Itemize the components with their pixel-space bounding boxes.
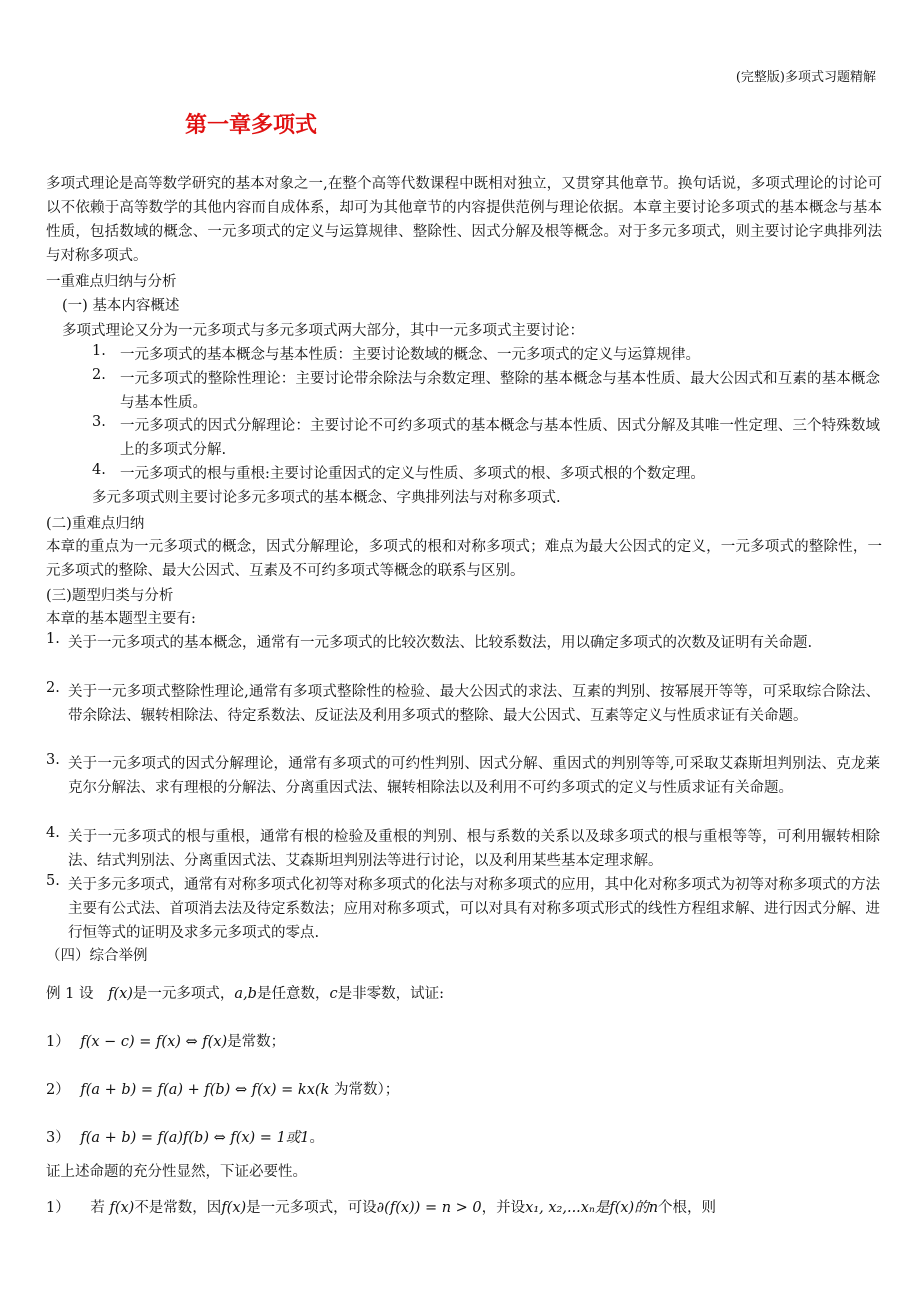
example-statement [46,982,444,1003]
claim-3 [46,1126,324,1147]
type-number: 3. [46,752,60,768]
claim-number: 2） [46,1082,70,1098]
content-item: 一元多项式的因式分解理论：主要讨论不可约多项式的基本概念与基本性质、因式分解及其唯一性定理、三个特殊数域上的多项式分解. [120,418,880,458]
proof-text: 是一元多项式，可设 [246,1200,377,1216]
content-item: 一元多项式的根与重根:主要讨论重因式的定义与性质、多项式的根、多项式根的个数定理。 [120,466,705,482]
type-number: 4. [46,825,60,841]
content-item-number: 2. [92,367,106,383]
page-header: (完整版)多项式习题精解 [735,70,876,85]
proof-math: x₁, x₂,...xₙ是f(x)的n [525,1200,659,1216]
content-item-number: 4. [92,462,106,478]
example-label: 例 1 设 [46,986,94,1002]
subsection-2-text: 本章的重点为一元多项式的概念，因式分解理论，多项式的根和对称多项式；难点为最大公因式的定义，一元多项式的整除性，一元多项式的整除、最大公因式、互素及不可约多项式等概念的联系与区别。 [46,539,882,579]
claim-tail: 是常数； [227,1034,286,1050]
chapter-title: 第一章多项式 [185,113,318,138]
claim-formula: f(a + b) = f(a) + f(b) ⇔ f(x) = kx(k [80,1082,330,1098]
proof-step-1 [46,1196,716,1217]
proof-math: ∂(f(x)) = n > 0 [376,1200,482,1216]
proof-math: f(x) [221,1200,247,1216]
example-ab: a,b [234,986,257,1002]
proof-math: f(x) [109,1200,135,1216]
subsection-1-intro: 多项式理论又分为一元多项式与多元多项式两大部分，其中一元多项式主要讨论： [62,323,584,339]
proof-number: 1） [46,1200,70,1216]
claim-tail: 。 [309,1130,325,1146]
type-item: 关于一元多项式的基本概念，通常有一元多项式的比较次数法、比较系数法，用以确定多项式的次数及证明有关命题. [68,635,813,651]
content-item-number: 3. [92,414,106,430]
claim-formula: f(a + b) = f(a)f(b) ⇔ f(x) = 1或1 [80,1130,310,1146]
claim-2 [46,1078,399,1099]
subsection-heading-4: （四）综合举例 [46,948,148,964]
proof-text: ，并设 [481,1200,526,1216]
subsection-heading-2: (二)重难点归纳 [46,516,145,532]
type-number: 5. [46,873,60,889]
claim-number: 3） [46,1130,70,1146]
example-c: c [329,986,338,1002]
example-text: 是非零数，试证: [337,986,444,1002]
claim-1 [46,1030,285,1051]
type-item: 关于一元多项式整除性理论,通常有多项式整除性的检验、最大公因式的求法、互素的判别、按幂展开等等，可采取综合除法、带余除法、辗转相除法、待定系数法、反证法及利用多项式的整除、最大公因式、互素等定义与性质求证有关命题。 [68,684,880,724]
proof-text: 不是常数，因 [134,1200,222,1216]
content-item: 一元多项式的整除性理论：主要讨论带余除法与余数定理、整除的基本概念与基本性质、最大公因式和互素的基本概念与基本性质。 [120,371,880,411]
subsection-heading-3: (三)题型归类与分析 [46,588,174,604]
proof-text: 个根，则 [658,1200,717,1216]
type-item: 关于多元多项式，通常有对称多项式化初等对称多项式的化法与对称多项式的应用，其中化对称多项式为初等对称多项式的方法主要有公式法、首项消去法及待定系数法；应用对称多项式，可以对具有对称多项式形式的线性方程组求解、进行因式分解、进行恒等式的证明及求多元多项式的零点. [68,877,880,941]
claim-tail: 为常数）； [329,1082,400,1098]
content-item-number: 1. [92,343,106,359]
type-number: 1. [46,631,60,647]
type-number: 2. [46,680,60,696]
example-text: 是一元多项式， [132,986,235,1002]
proof-text: 若 [90,1200,105,1216]
subsection-heading-1: (一) 基本内容概述 [62,298,180,314]
example-text: 是任意数， [256,986,330,1002]
example-fx: f(x) [108,986,133,1002]
section-heading-1: 一重难点归纳与分析 [46,274,177,290]
claim-number: 1） [46,1034,70,1050]
claim-formula: f(x − c) = f(x) ⇔ f(x) [80,1034,228,1050]
subsection-1-end: 多元多项式则主要讨论多元多项式的基本概念、字典排列法与对称多项式. [92,490,561,506]
intro-paragraph: 多项式理论是高等数学研究的基本对象之一,在整个高等代数课程中既相对独立，又贯穿其他章节。换句话说，多项式理论的讨论可以不依赖于高等数学的其他内容而自成体系，却可为其他章节的内容提供范例与理论依据。本章主要讨论多项式的基本概念与基本性质，包括数域的概念、一元多项式的定义与运算规律、整除性、因式分解及根等概念。对于多元多项式，则主要讨论字典排列法与对称多项式。 [46,176,882,264]
proof-intro: 证上述命题的充分性显然，下证必要性。 [46,1164,307,1180]
content-item: 一元多项式的基本概念与基本性质：主要讨论数域的概念、一元多项式的定义与运算规律。 [120,347,700,363]
type-item: 关于一元多项式的根与重根，通常有根的检验及重根的判别、根与系数的关系以及球多项式的根与重根等等，可利用辗转相除法、结式判别法、分离重因式法、艾森斯坦判别法等进行讨论，以及利用某些基本定理求解。 [68,829,880,869]
type-item: 关于一元多项式的因式分解理论，通常有多项式的可约性判别、因式分解、重因式的判别等等,可采取艾森斯坦判别法、克龙莱克尔分解法、求有理根的分解法、分离重因式法、辗转相除法以及利用不可约多项式的定义与性质求证有关命题。 [68,756,880,796]
subsection-3-intro: 本章的基本题型主要有: [46,611,196,627]
